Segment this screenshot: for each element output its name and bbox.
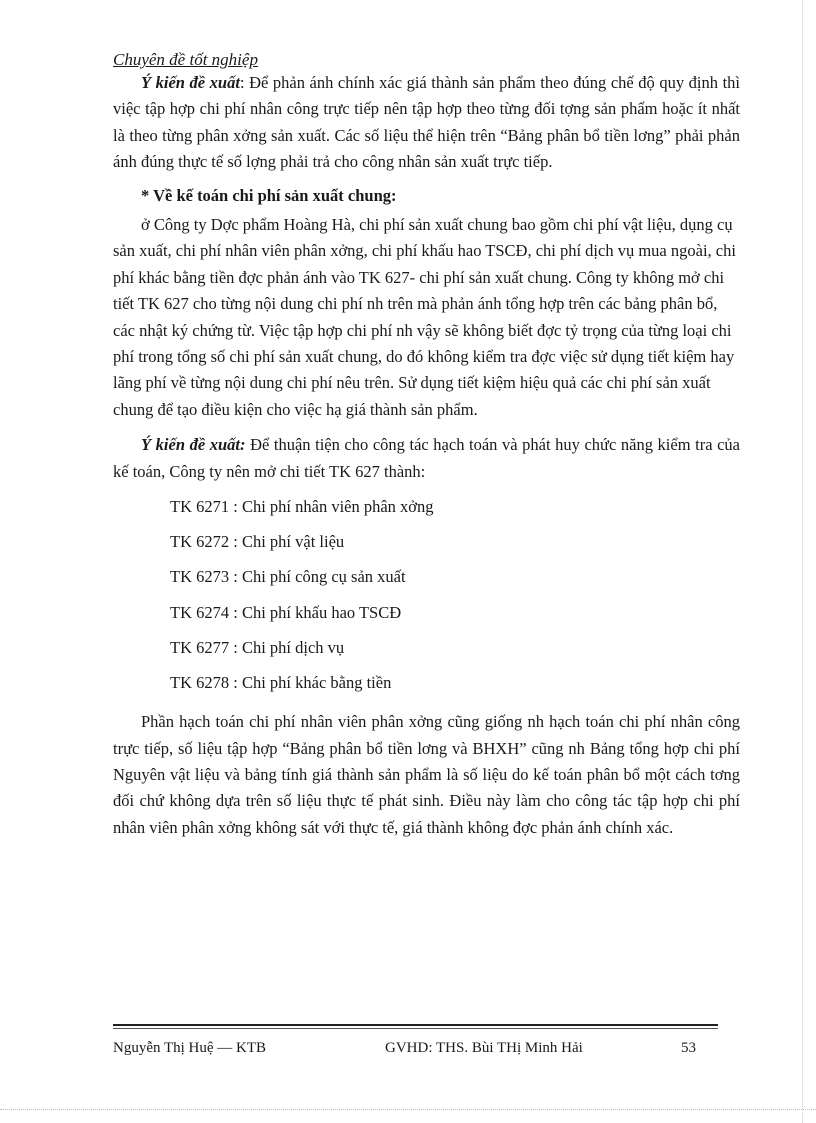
- account-item: TK 6273 : Chi phí công cụ sản xuất: [170, 567, 406, 587]
- footer-author: Nguyễn Thị Huệ — KTB: [113, 1040, 267, 1056]
- account-item: TK 6272 : Chi phí vật liệu: [170, 532, 345, 552]
- page-body: [113, 70, 740, 841]
- account-list: [170, 489, 740, 700]
- proposal-text: : Để phản ánh chính xác giá thành sản phẩm theo đúng chế độ quy định thì việc tập hợp chi phí nhân công trực tiếp nên tập hợp theo từng đối tợng sản phẩm hoặc ít nhất là theo từng phân xởng sản xuất. Các số liệu thể hiện trên “Bảng phân bổ tiền lơng” phải phản ánh đúng thực tế số lợng phải trả cho công nhân sản xuất trực tiếp.: [113, 73, 740, 172]
- page-number: 53: [681, 1040, 696, 1056]
- paragraph-conclusion: Phần hạch toán chi phí nhân viên phân xởng cũng giống nh hạch toán chi phí nhân công trực tiếp, số liệu tập hợp “Bảng phân bổ tiền lơng và BHXH” cũng nh Bảng tổng hợp chi phí Nguyên vật liệu và bảng tính giá thành sản phẩm là số liệu do kế toán phân bổ một cách tơng đối chứ không dựa trên số liệu thực tế phát sinh. Điều này làm cho công tác tập hợp chi phí nhân viên phân xởng không sát với thực tế, giá thành không đợc phản ánh chính xác.: [113, 712, 740, 837]
- proposal-lead: Ý kiến đề xuất: [141, 73, 240, 92]
- running-header: Chuyên đề tốt nghiệp: [113, 50, 258, 69]
- proposal-lead: Ý kiến đề xuất:: [141, 435, 246, 455]
- paragraph-proposal-2: [113, 432, 740, 485]
- account-item: TK 6277 : Chi phí dịch vụ: [170, 637, 345, 657]
- account-item: TK 6274 : Chi phí khấu hao TSCĐ: [170, 602, 402, 622]
- paragraph-proposal-1: [113, 70, 740, 176]
- proposal-text: Để thuận tiện cho công tác hạch toán và phát huy chức năng kiểm tra của kế toán, Công ty nên mở chi tiết TK 627 thành:: [113, 435, 740, 481]
- footer-advisor: GVHD: THS. Bùi THị Minh Hải: [385, 1040, 583, 1056]
- paragraph-overhead: ở Công ty Dợc phẩm Hoàng Hà, chi phí sản xuất chung bao gồm chi phí vật liệu, dụng cụ sản xuất, chi phí nhân viên phân xởng, chi phí khấu hao TSCĐ, chi phí dịch vụ mua ngoài, chi phí khác bằng tiền đợc phản ánh vào TK 627- chi phí sản xuất chung. Công ty không mở chi tiết TK 627 cho từng nội dung chi phí nh trên mà phản ánh tổng hợp trên các bảng phân bổ, các nhật ký chứng từ. Việc tập hợp chi phí nh vậy sẽ không biết đợc tỷ trọng của từng loại chi phí trong tổng số chi phí sản xuất chung, do đó không kiểm tra đợc việc sử dụng tiết kiệm hay lãng phí về từng nội dung chi phí nêu trên. Sử dụng tiết kiệm hiệu quả các chi phí sản xuất chung để tạo điều kiện cho việc hạ giá thành sản phẩm.: [113, 215, 736, 419]
- account-item: TK 6271 : Chi phí nhân viên phân xởng: [170, 497, 434, 517]
- page-edge-bottom: [0, 1109, 816, 1110]
- page-edge-right: [802, 0, 803, 1123]
- account-item: TK 6278 : Chi phí khác bằng tiền: [170, 673, 392, 693]
- footer-rule: [113, 1024, 718, 1026]
- footer-rule-thin: [113, 1028, 718, 1029]
- section-heading: * Về kế toán chi phí sản xuất chung:: [141, 185, 397, 205]
